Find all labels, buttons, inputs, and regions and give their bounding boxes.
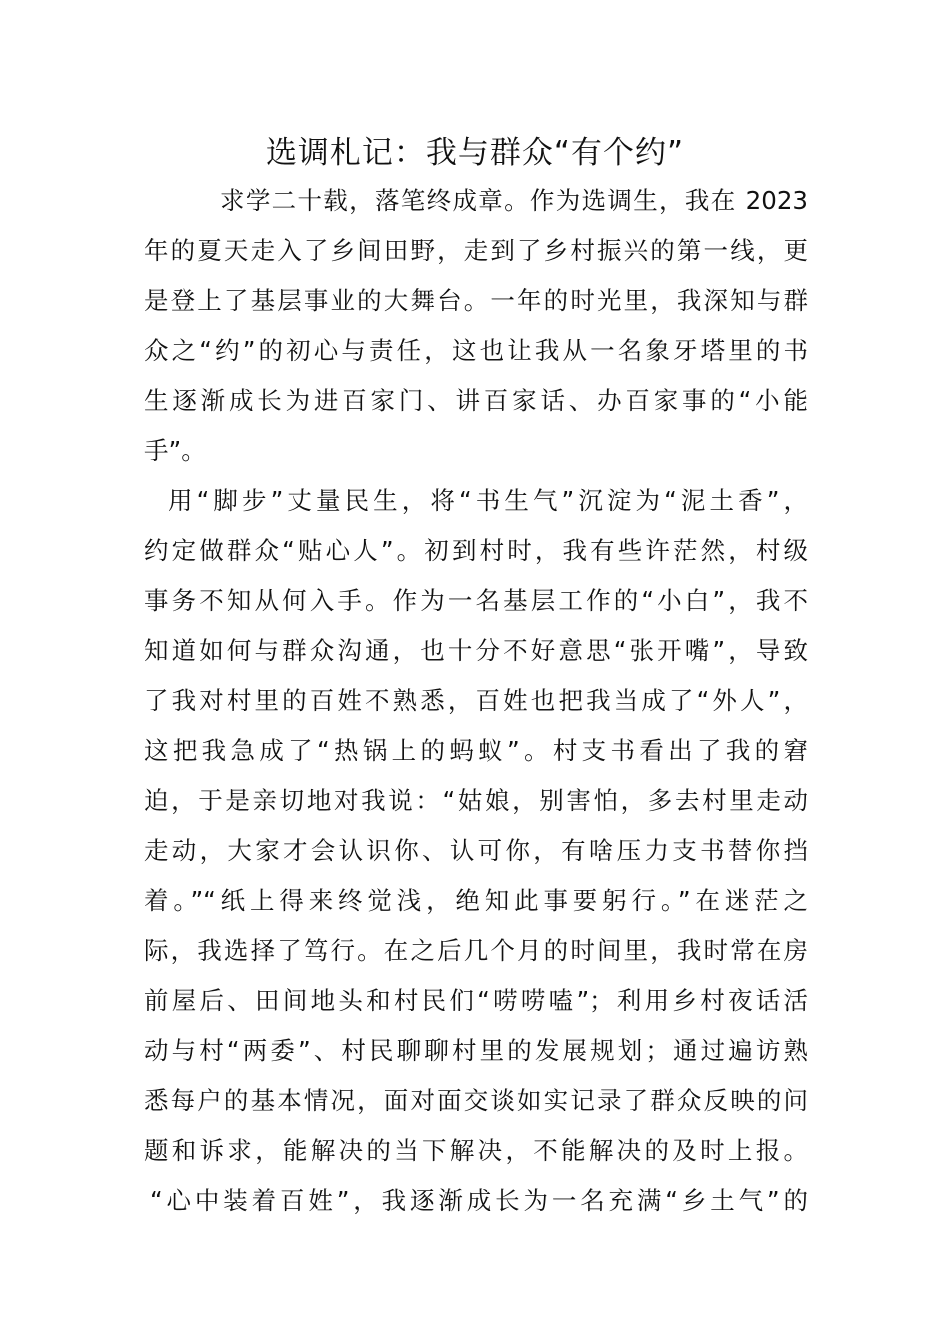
paragraph-2-line-10: 际，我选择了笃行。在之后几个月的时间里，我时常在房 bbox=[144, 936, 808, 965]
paragraph-2-line-12: 动与村“两委”、村民聊聊村里的发展规划；通过遍访熟 bbox=[144, 1036, 808, 1065]
paragraph-1-line-3: 是登上了基层事业的大舞台。一年的时光里，我深知与群 bbox=[144, 286, 808, 315]
paragraph-1-line-5: 生逐渐成长为进百家门、讲百家话、办百家事的“小能 bbox=[144, 386, 808, 415]
paragraph-2-line-13: 悉每户的基本情况，面对面交谈如实记录了群众反映的问 bbox=[144, 1086, 808, 1115]
paragraph-2-line-7: 迫，于是亲切地对我说：“姑娘，别害怕，多去村里走动 bbox=[144, 786, 808, 815]
paragraph-2-line-8: 走动，大家才会认识你、认可你，有啥压力支书替你挡 bbox=[144, 836, 808, 865]
paragraph-1-line-1: 求学二十载，落笔终成章。作为选调生，我在 2023 bbox=[220, 186, 808, 215]
paragraph-2-line-4: 知道如何与群众沟通，也十分不好意思“张开嘴”，导致 bbox=[144, 636, 808, 665]
paragraph-2-line-14: 题和诉求，能解决的当下解决，不能解决的及时上报。 bbox=[144, 1136, 808, 1165]
paragraph-1-line-4: 众之“约”的初心与责任，这也让我从一名象牙塔里的书 bbox=[144, 336, 808, 365]
paragraph-2-line-1: 用“脚步”丈量民生，将“书生气”沉淀为“泥土香”， bbox=[168, 486, 808, 515]
document-title: 选调札记：我与群众“有个约” bbox=[265, 135, 685, 171]
paragraph-2-line-6: 这把我急成了“热锅上的蚂蚁”。村支书看出了我的窘 bbox=[144, 736, 808, 765]
paragraph-1-line-2: 年的夏天走入了乡间田野，走到了乡村振兴的第一线，更 bbox=[144, 236, 808, 265]
paragraph-2-line-3: 事务不知从何入手。作为一名基层工作的“小白”，我不 bbox=[144, 586, 808, 615]
paragraph-2-line-11: 前屋后、田间地头和村民们“唠唠嗑”；利用乡村夜话活 bbox=[144, 986, 808, 1015]
paragraph-3-line-1: “心中装着百姓”，我逐渐成长为一名充满“乡土气”的 bbox=[150, 1186, 808, 1215]
paragraph-2-line-5: 了我对村里的百姓不熟悉，百姓也把我当成了“外人”， bbox=[144, 686, 808, 715]
paragraph-1-line-6: 手”。 bbox=[144, 436, 206, 465]
paragraph-2-line-9: 着。”“纸上得来终觉浅，绝知此事要躬行。”在迷茫之 bbox=[144, 886, 808, 915]
paragraph-2-line-2: 约定做群众“贴心人”。初到村时，我有些许茫然，村级 bbox=[144, 536, 808, 565]
